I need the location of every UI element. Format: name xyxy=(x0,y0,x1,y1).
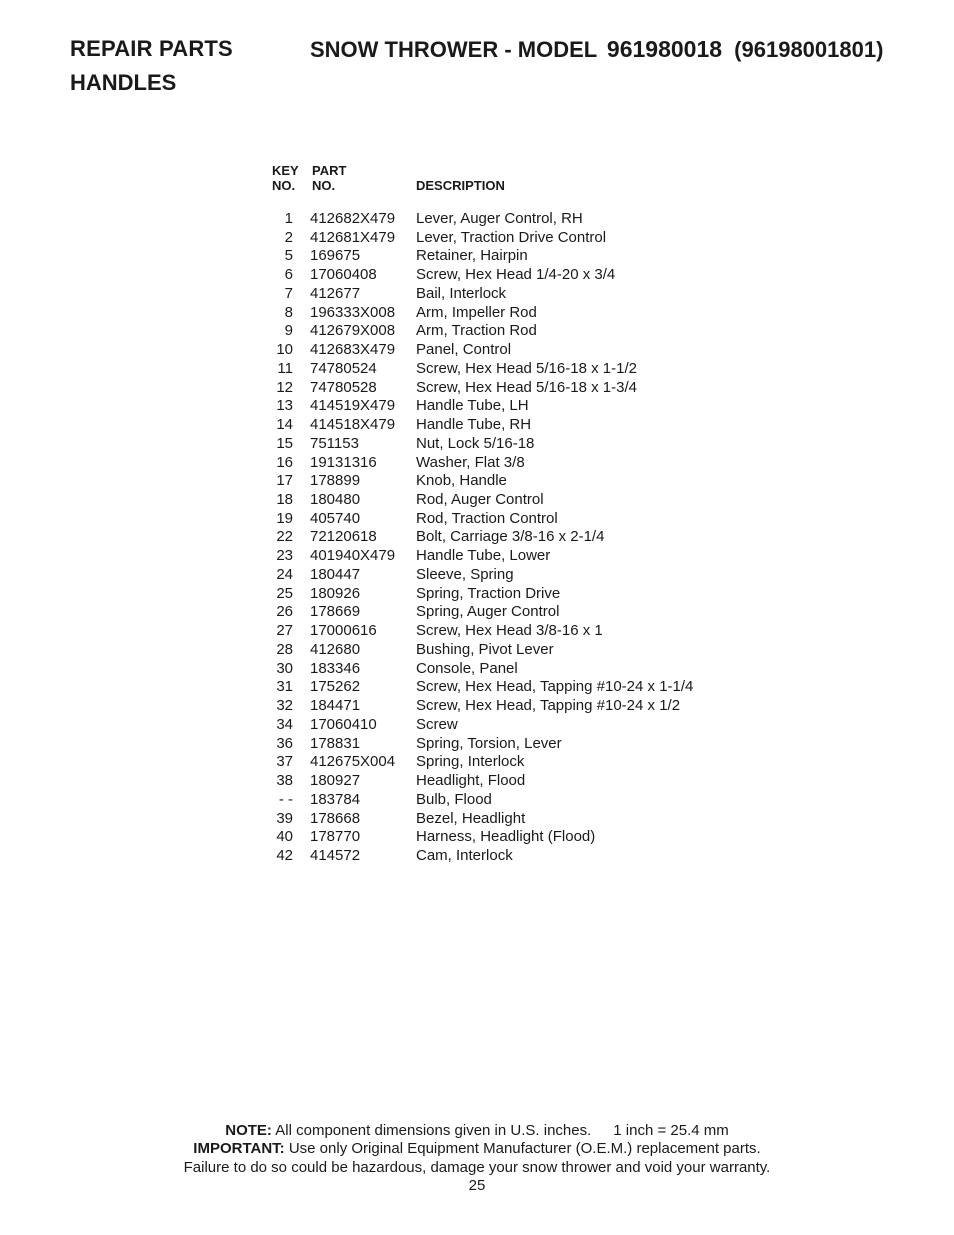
part-number: 17060410 xyxy=(310,715,377,733)
part-number: 196333X008 xyxy=(310,303,396,321)
part-number: 180926 xyxy=(310,584,361,602)
page-footer xyxy=(0,1122,954,1196)
key-number: 31 xyxy=(276,678,293,696)
part-number: 178899 xyxy=(310,472,361,490)
key-number: 19 xyxy=(276,509,293,527)
key-number: 18 xyxy=(276,491,293,509)
part-header-line2: NO. xyxy=(312,178,336,193)
model-alt-number: (96198001801) xyxy=(734,37,884,62)
part-description: Bulb, Flood xyxy=(416,790,492,808)
key-number: 30 xyxy=(276,659,293,677)
part-description: Headlight, Flood xyxy=(416,772,526,790)
key-number: 9 xyxy=(284,322,293,340)
page-title: HANDLES xyxy=(70,70,177,95)
key-number: 27 xyxy=(276,622,293,640)
part-number: 414519X479 xyxy=(310,397,396,415)
part-description: Lever, Traction Drive Control xyxy=(416,228,607,246)
note-label: NOTE: xyxy=(225,1122,272,1139)
key-header-line1: KEY xyxy=(272,163,299,178)
part-description: Spring, Traction Drive xyxy=(416,584,561,602)
part-description: Handle Tube, Lower xyxy=(416,547,551,565)
key-header-line2: NO. xyxy=(272,178,296,193)
part-description: Arm, Impeller Rod xyxy=(416,303,537,321)
part-number: 412681X479 xyxy=(310,228,396,246)
part-number: 169675 xyxy=(310,247,361,265)
key-number: 37 xyxy=(276,753,293,771)
part-number: 412677 xyxy=(310,284,361,302)
part-number: 412680 xyxy=(310,640,361,658)
part-description: Screw xyxy=(416,715,458,733)
part-description: Lever, Auger Control, RH xyxy=(416,210,583,227)
part-description: Handle Tube, LH xyxy=(416,397,529,415)
part-number: 178770 xyxy=(310,828,361,846)
key-number: 15 xyxy=(276,434,293,452)
key-number: 28 xyxy=(276,640,293,658)
part-description: Screw, Hex Head 1/4-20 x 3/4 xyxy=(416,266,616,284)
part-description: Handle Tube, RH xyxy=(416,416,532,434)
key-number: 39 xyxy=(276,809,293,827)
part-number: 180480 xyxy=(310,491,361,509)
warning-line: Failure to do so could be hazardous, damage your snow thrower and void your warranty. xyxy=(183,1158,771,1176)
part-no-header xyxy=(312,163,346,193)
part-description: Bolt, Carriage 3/8-16 x 2-1/4 xyxy=(416,528,605,546)
key-number: 17 xyxy=(276,472,293,490)
part-description: Bail, Interlock xyxy=(416,284,507,302)
key-number: 2 xyxy=(284,228,293,246)
key-number: 25 xyxy=(276,584,293,602)
part-number: 74780524 xyxy=(310,359,377,377)
model-prefix: SNOW THROWER - MODEL xyxy=(310,37,597,62)
part-number: 414572 xyxy=(310,846,361,864)
part-description: Spring, Torsion, Lever xyxy=(416,734,562,752)
key-number: 5 xyxy=(284,247,293,265)
key-number: 14 xyxy=(276,416,293,434)
part-number: 178831 xyxy=(310,734,361,752)
key-number: 13 xyxy=(276,397,293,415)
key-number: - - xyxy=(278,790,293,808)
important-label: IMPORTANT: xyxy=(193,1140,285,1158)
note-conversion: 1 inch = 25.4 mm xyxy=(613,1122,729,1139)
part-description: Sleeve, Spring xyxy=(416,565,514,583)
part-number: 412675X004 xyxy=(310,753,396,771)
part-number: 175262 xyxy=(310,678,361,696)
part-number: 19131316 xyxy=(310,453,377,471)
key-number: 16 xyxy=(276,453,293,471)
key-number: 34 xyxy=(276,715,293,733)
part-description: Rod, Traction Control xyxy=(416,509,558,527)
part-description: Bezel, Headlight xyxy=(416,809,526,827)
part-number: 412679X008 xyxy=(310,322,396,340)
part-number: 412682X479 xyxy=(310,210,396,227)
note-text: All component dimensions given in U.S. inches. xyxy=(275,1122,592,1139)
part-description: Screw, Hex Head 5/16-18 x 1-3/4 xyxy=(416,378,637,396)
key-number: 6 xyxy=(284,266,293,284)
key-number: 23 xyxy=(276,547,293,565)
part-number: 412683X479 xyxy=(310,341,396,359)
part-description: Harness, Headlight (Flood) xyxy=(416,828,596,846)
part-description: Retainer, Hairpin xyxy=(416,247,528,265)
key-number: 38 xyxy=(276,772,293,790)
part-number: 72120618 xyxy=(310,528,377,546)
part-description: Console, Panel xyxy=(416,659,518,677)
section-label: REPAIR PARTS xyxy=(70,36,233,61)
part-description: Screw, Hex Head, Tapping #10-24 x 1-1/4 xyxy=(416,678,694,696)
model-number: 961980018 xyxy=(606,36,723,62)
key-number: 22 xyxy=(276,528,293,546)
model-heading xyxy=(310,38,883,61)
part-description: Screw, Hex Head, Tapping #10-24 x 1/2 xyxy=(416,697,681,715)
key-number: 12 xyxy=(276,378,293,396)
page-number: 25 xyxy=(468,1177,486,1195)
part-description: Rod, Auger Control xyxy=(416,491,544,509)
part-description: Washer, Flat 3/8 xyxy=(416,453,525,471)
part-description: Arm, Traction Rod xyxy=(416,322,537,340)
key-number: 10 xyxy=(276,341,293,359)
key-number: 42 xyxy=(276,846,293,864)
important-text: Use only Original Equipment Manufacturer (O.E.M.) replacement parts. xyxy=(288,1140,761,1158)
part-number: 405740 xyxy=(310,509,361,527)
part-number: 180447 xyxy=(310,565,361,583)
note-line xyxy=(0,1122,954,1140)
part-description: Spring, Interlock xyxy=(416,753,525,771)
part-number: 17060408 xyxy=(310,266,377,284)
description-header: DESCRIPTION xyxy=(416,178,505,193)
part-number: 184471 xyxy=(310,697,361,715)
important-line xyxy=(0,1140,954,1158)
part-number: 183346 xyxy=(310,659,361,677)
part-description: Cam, Interlock xyxy=(416,846,513,864)
part-number: 178668 xyxy=(310,809,361,827)
part-description: Bushing, Pivot Lever xyxy=(416,640,554,658)
part-number: 751153 xyxy=(310,434,359,452)
key-number: 40 xyxy=(276,828,293,846)
key-number: 7 xyxy=(284,284,293,302)
part-number: 178669 xyxy=(310,603,361,621)
part-description: Nut, Lock 5/16-18 xyxy=(416,434,535,452)
part-number: 401940X479 xyxy=(310,547,396,565)
key-number: 36 xyxy=(276,734,293,752)
key-no-header xyxy=(272,163,299,193)
key-number: 26 xyxy=(276,603,293,621)
part-description: Knob, Handle xyxy=(416,472,507,490)
key-number: 32 xyxy=(276,697,293,715)
key-number: 1 xyxy=(284,210,293,227)
part-description: Panel, Control xyxy=(416,341,512,359)
part-number: 183784 xyxy=(310,790,361,808)
part-header-line1: PART xyxy=(312,163,347,178)
part-number: 74780528 xyxy=(310,378,377,396)
key-number: 11 xyxy=(277,359,293,377)
part-number: 17000616 xyxy=(310,622,377,640)
part-description: Screw, Hex Head 5/16-18 x 1-1/2 xyxy=(416,359,637,377)
key-number: 24 xyxy=(276,565,293,583)
part-number: 414518X479 xyxy=(310,416,396,434)
part-number: 180927 xyxy=(310,772,361,790)
part-description: Spring, Auger Control xyxy=(416,603,560,621)
key-number: 8 xyxy=(284,303,293,321)
part-description: Screw, Hex Head 3/8-16 x 1 xyxy=(416,622,603,640)
